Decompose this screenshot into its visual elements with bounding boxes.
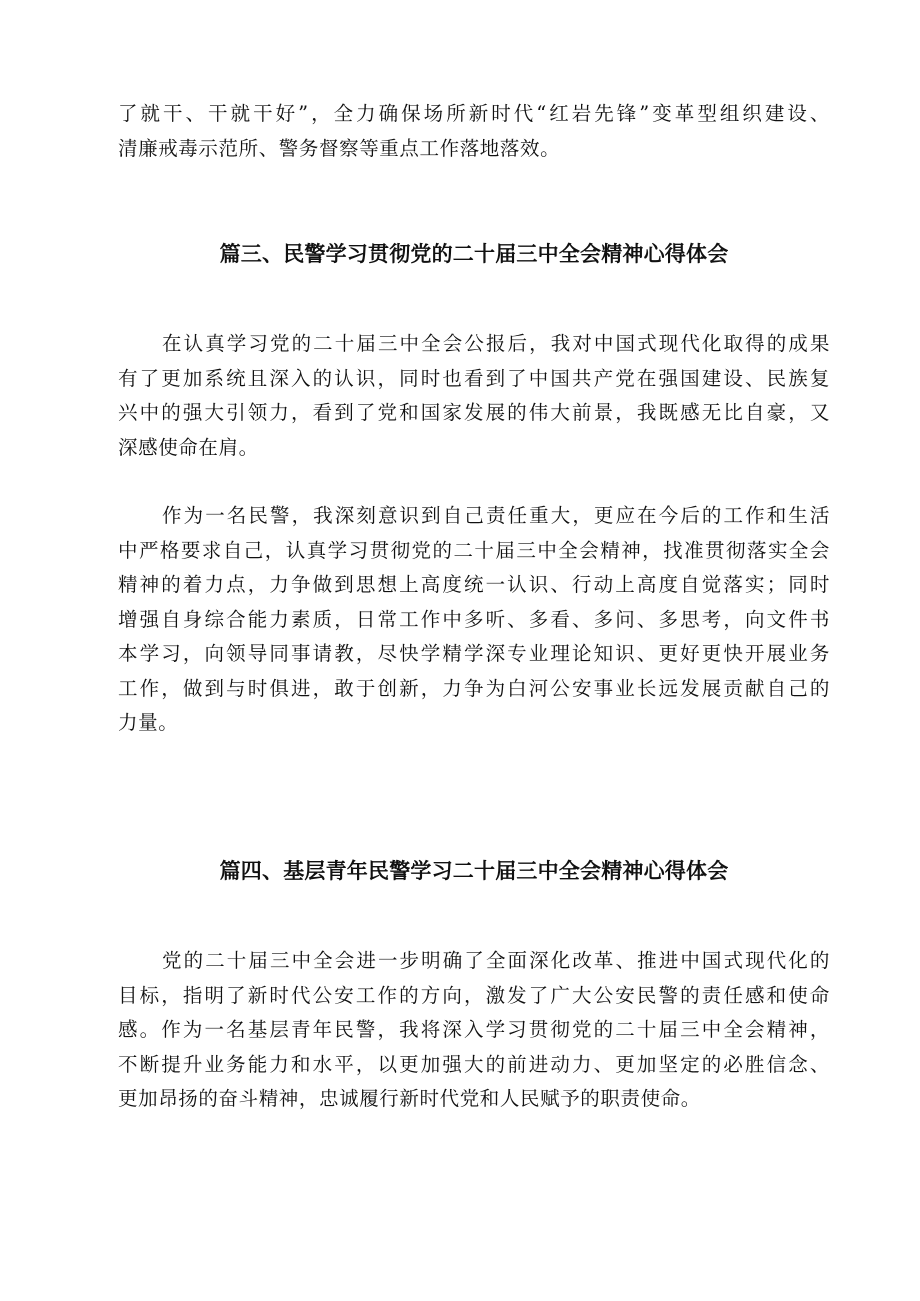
paragraph-line: 兴中的强大引领力，看到了党和国家发展的伟大前景，我既感无比自豪，又 (118, 401, 830, 424)
paragraph-line: 不断提升业务能力和水平，以更加强大的前进动力、更加坚定的必胜信念、 (118, 1052, 830, 1076)
paragraph-line: 清廉戒毒示范所、警务督察等重点工作落地落效。 (118, 136, 561, 160)
section-3-paragraph-1 (118, 327, 830, 465)
paragraph-line: 作为一名民警，我深刻意识到自己责任重大，更应在今后的工作和生活 (162, 504, 830, 527)
paragraph-line: 力量。 (118, 711, 179, 734)
continuation-paragraph (118, 97, 830, 166)
section-4-paragraph-1 (118, 944, 830, 1117)
paragraph-line: 工作，做到与时俱进，敢于创新，力争为白河公安事业长远发展贡献自己的 (118, 676, 830, 700)
section-4-title: 篇四、基层青年民警学习二十届三中全会精神心得体会 (219, 859, 729, 883)
paragraph-line: 有了更加系统且深入的认识，同时也看到了中国共产党在强国建设、民族复 (118, 366, 830, 390)
section-3-paragraph-2 (118, 499, 830, 741)
paragraph-line: 在认真学习党的二十届三中全会公报后，我对中国式现代化取得的成果 (162, 332, 830, 355)
paragraph-line: 本学习，向领导同事请教，尽快学精学深专业理论知识、更好更快开展业务 (118, 642, 830, 665)
paragraph-line: 了就干、干就干好”，全力确保场所新时代“红岩先锋”变革型组织建设、 (118, 102, 830, 125)
paragraph-line: 精神的着力点，力争做到思想上高度统一认识、行动上高度自觉落实；同时 (118, 573, 830, 596)
paragraph-line: 增强自身综合能力素质，日常工作中多听、多看、多问、多思考，向文件书 (118, 607, 830, 631)
paragraph-line: 更加昂扬的奋斗精神，忠诚履行新时代党和人民赋予的职责使命。 (118, 1087, 701, 1110)
paragraph-line: 感。作为一名基层青年民警，我将深入学习贯彻党的二十届三中全会精神， (118, 1018, 830, 1041)
paragraph-line: 党的二十届三中全会进一步明确了全面深化改革、推进中国式现代化的 (162, 949, 830, 972)
section-3-title: 篇三、民警学习贯彻党的二十届三中全会精神心得体会 (219, 242, 729, 266)
paragraph-line: 深感使命在肩。 (118, 435, 259, 459)
paragraph-line: 目标，指明了新时代公安工作的方向，激发了广大公安民警的责任感和使命 (118, 983, 830, 1007)
paragraph-line: 中严格要求自己，认真学习贯彻党的二十届三中全会精神，找准贯彻落实全会 (118, 538, 830, 562)
